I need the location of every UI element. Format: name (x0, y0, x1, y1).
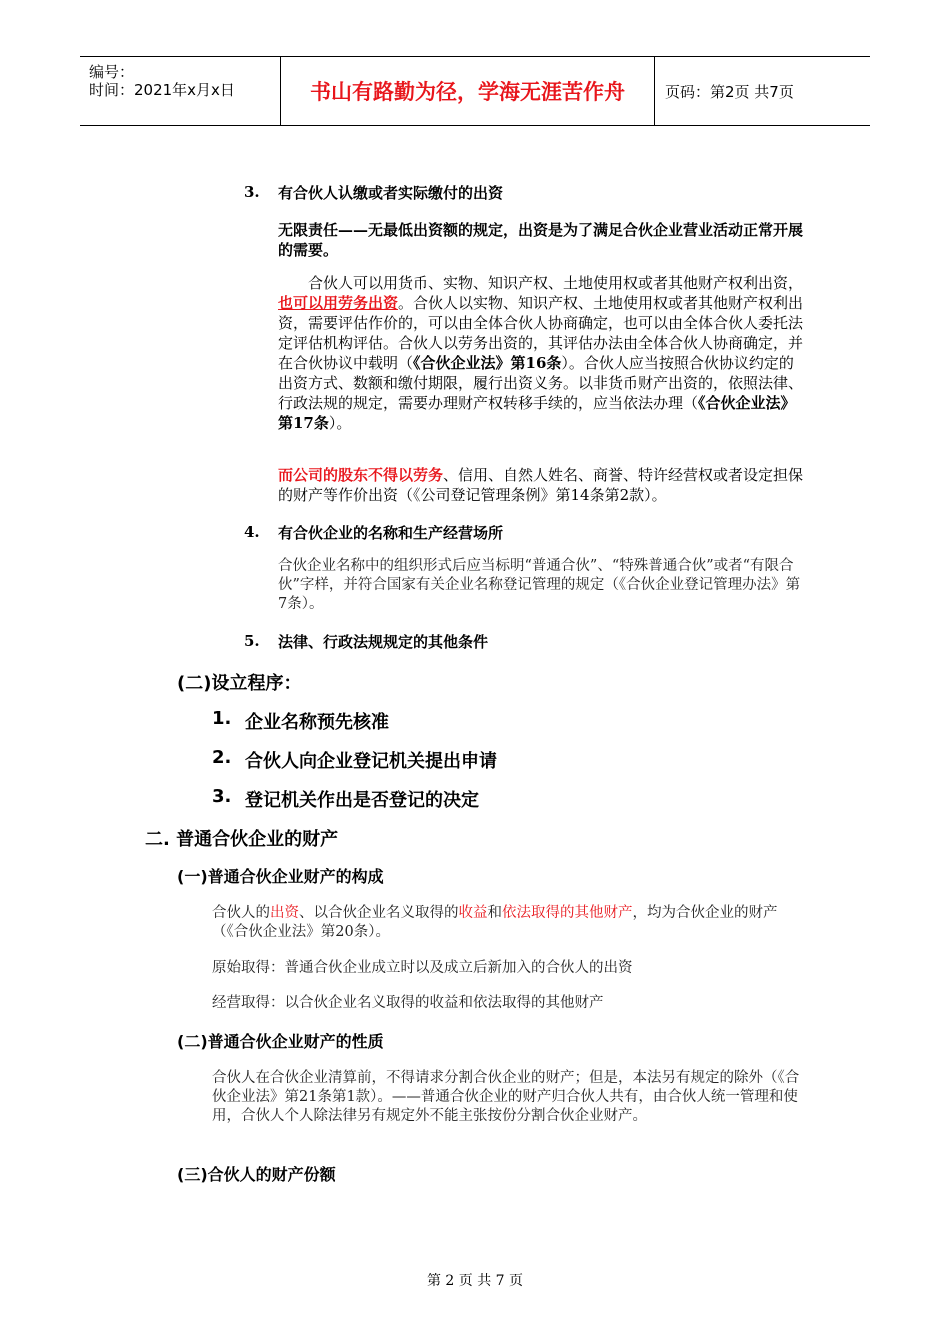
subsection-heading: (一)普通合伙企业财产的构成 (177, 867, 384, 886)
item-number: 4. (244, 523, 260, 541)
highlight-company: 而公司的股东不得以劳务 (278, 466, 444, 484)
highlight-contribution: 出资 (270, 905, 299, 921)
header-left-cell (80, 57, 281, 125)
subsection-heading: (二)普通合伙企业财产的性质 (177, 1032, 384, 1051)
page-header (80, 56, 870, 126)
procedure-number: 1. (212, 708, 232, 729)
procedure-step: 企业名称预先核准 (245, 712, 389, 733)
motto: 书山有路勤为径，学海无涯苦作舟 (310, 80, 625, 104)
procedure-step: 登记机关作出是否登记的决定 (245, 790, 479, 811)
highlight-other-property: 依法取得的其他财产 (502, 905, 633, 921)
text-run: 合伙人可以用货币、实物、知识产权、土地使用权或者其他财产权利出资， (308, 274, 804, 292)
original-acquisition: 原始取得：普通合伙企业成立时以及成立后新加入的合伙人的出资 (212, 960, 633, 976)
law-citation: 《合伙企业法》第16条 (413, 354, 562, 372)
procedure-number: 3. (212, 786, 232, 807)
text-run: 合伙人的 (212, 905, 270, 921)
item-number: 5. (244, 632, 260, 650)
paragraph-contribution (278, 273, 808, 433)
highlight-revenue: 收益 (458, 905, 488, 921)
procedure-number: 2. (212, 747, 232, 768)
operating-acquisition: 经营取得：以合伙企业名义取得的收益和依法取得的其他财产 (212, 995, 604, 1011)
page-number-label: 页码：第2页 共7页 (665, 82, 794, 101)
law-citation: 《合伙企业法》第17条 (278, 394, 796, 432)
paragraph-name: 合伙企业名称中的组织形式后应当标明“普通合伙”、“特殊普通合伙”或者“有限合伙”字样，并符合国家有关企业名称登记管理的规定（《合伙企业登记管理办法》第7条）。 (278, 558, 801, 612)
text-run: 、以合伙企业名义取得的 (299, 905, 459, 921)
text-run: ，均为合伙企业的财产（《合伙企业法》第20条）。 (212, 905, 778, 940)
page-footer: 第 2 页 共 7 页 (426, 1273, 524, 1289)
text-run: ）。合伙人应当按照合伙协议约定的出资方式、数额和缴付期限，履行出资义务。以非货币财产出资的，依照法律、行政法规的规定，需要办理财产权转移手续的，应当依法办理（ (278, 354, 804, 412)
item-number: 3. (244, 183, 260, 201)
subsection-heading: (三)合伙人的财产份额 (177, 1165, 336, 1184)
highlight-labor: 也可以用劳务出资 (278, 294, 399, 312)
paragraph-company-contrast (278, 465, 808, 505)
text-run: 、信用、自然人姓名、商誉、特许经营权或者设定担保的财产等作价出资（《公司登记管理条例》第14条第2款）。 (278, 466, 804, 504)
header-motto-cell (281, 57, 655, 125)
bold-note: 无限责任——无最低出资额的规定，出资是为了满足合伙企业营业活动正常开展的需要。 (278, 221, 804, 259)
section-heading: 二. 普通合伙企业的财产 (145, 829, 339, 850)
item-title: 法律、行政法规规定的其他条件 (278, 633, 489, 651)
serial-label: 编号： (89, 63, 135, 81)
text-run: 和 (487, 905, 502, 921)
procedure-step: 合伙人向企业登记机关提出申请 (245, 751, 497, 772)
item-title: 有合伙人认缴或者实际缴付的出资 (278, 184, 504, 202)
text-run: ）。 (328, 414, 352, 432)
procedure-heading: (二)设立程序： (177, 673, 302, 694)
date-label: 时间：2021年x月x日 (89, 81, 235, 99)
text-run: 。合伙人以实物、知识产权、土地使用权或者其他财产权利出资，需要评估作价的，可以由全体合伙人协商确定，也可以由全体合伙人委托法定评估机构评估。合伙人以劳务出资的，其评估办法由全体合伙人协商确定，并在合伙协议中载明（ (278, 294, 804, 372)
paragraph-composition (212, 904, 802, 942)
paragraph-nature: 合伙人在合伙企业清算前，不得请求分割合伙企业的财产；但是，本法另有规定的除外（《合伙企业法》第21条第1款）。——普通合伙企业的财产归合伙人共有，由合伙人统一管理和使用，合伙人个人除法律另有规定外不能主张按份分割合伙企业财产。 (212, 1070, 800, 1124)
item-title: 有合伙企业的名称和生产经营场所 (278, 524, 504, 542)
